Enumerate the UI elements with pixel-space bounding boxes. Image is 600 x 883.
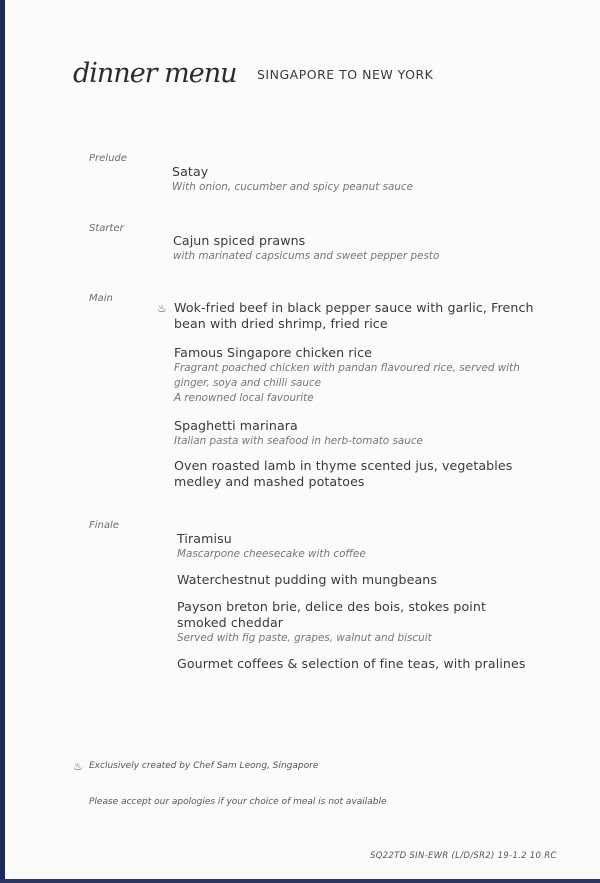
dish-desc: With onion, cucumber and spicy peanut sauce bbox=[172, 181, 414, 193]
dish-name: Satay bbox=[172, 164, 209, 179]
dish-name-line2: medley and mashed potatoes bbox=[174, 474, 365, 489]
dish-desc-line3: A renowned local favourite bbox=[174, 392, 314, 404]
bottom-edge-bar bbox=[0, 879, 600, 883]
chef-note: Exclusively created by Chef Sam Leong, Singapore bbox=[89, 761, 319, 771]
dish-prawns bbox=[173, 233, 553, 264]
dish-name: Tiramisu bbox=[177, 531, 232, 546]
menu-route: SINGAPORE TO NEW YORK bbox=[257, 67, 434, 82]
dish-name-line1: Oven roasted lamb in thyme scented jus, vegetables bbox=[174, 458, 513, 473]
dish-name-line1: Wok-fried beef in black pepper sauce with garlic, French bbox=[174, 300, 534, 315]
dish-cheese bbox=[177, 599, 577, 646]
apology-note: Please accept our apologies if your choice of meal is not available bbox=[89, 797, 387, 807]
dish-desc: Served with fig paste, grapes, walnut and biscuit bbox=[177, 632, 432, 644]
course-prelude: Prelude bbox=[89, 153, 127, 164]
dish-desc: Italian pasta with seafood in herb-tomato sauce bbox=[174, 435, 423, 447]
course-finale: Finale bbox=[89, 520, 119, 531]
course-starter: Starter bbox=[89, 223, 124, 234]
dish-satay bbox=[172, 164, 552, 195]
dish-coffee bbox=[177, 656, 577, 672]
menu-code: SQ22TD SIN-EWR (L/D/SR2) 19-1.2 10 RC bbox=[370, 851, 557, 861]
dish-name: Gourmet coffees & selection of fine teas, with pralines bbox=[177, 656, 526, 671]
dish-chicken-rice bbox=[174, 345, 554, 406]
dish-name-line1: Payson breton brie, delice des bois, stokes point bbox=[177, 599, 487, 614]
chef-flame-icon: ♨ bbox=[157, 302, 167, 315]
dish-desc: Mascarpone cheesecake with coffee bbox=[177, 548, 366, 560]
dish-lamb bbox=[174, 458, 554, 490]
left-edge-bar bbox=[0, 0, 5, 883]
dish-tiramisu bbox=[177, 531, 557, 562]
dish-desc: with marinated capsicums and sweet pepper pesto bbox=[173, 250, 440, 262]
dish-name: Famous Singapore chicken rice bbox=[174, 345, 373, 360]
menu-title: dinner menu bbox=[73, 58, 237, 89]
dish-name-line2: bean with dried shrimp, fried rice bbox=[174, 316, 388, 331]
dish-desc-line2: ginger, soya and chilli sauce bbox=[174, 377, 322, 389]
course-main: Main bbox=[89, 293, 113, 304]
dish-name: Spaghetti marinara bbox=[174, 418, 298, 433]
dish-beef bbox=[174, 300, 554, 332]
dish-name: Waterchestnut pudding with mungbeans bbox=[177, 572, 437, 587]
dish-spaghetti bbox=[174, 418, 554, 449]
dish-pudding bbox=[177, 572, 557, 588]
dish-name: Cajun spiced prawns bbox=[173, 233, 306, 248]
dish-name-line2: smoked cheddar bbox=[177, 615, 284, 630]
dish-desc-line1: Fragrant poached chicken with pandan flavoured rice, served with bbox=[174, 362, 520, 374]
chef-flame-icon: ♨ bbox=[73, 760, 83, 773]
